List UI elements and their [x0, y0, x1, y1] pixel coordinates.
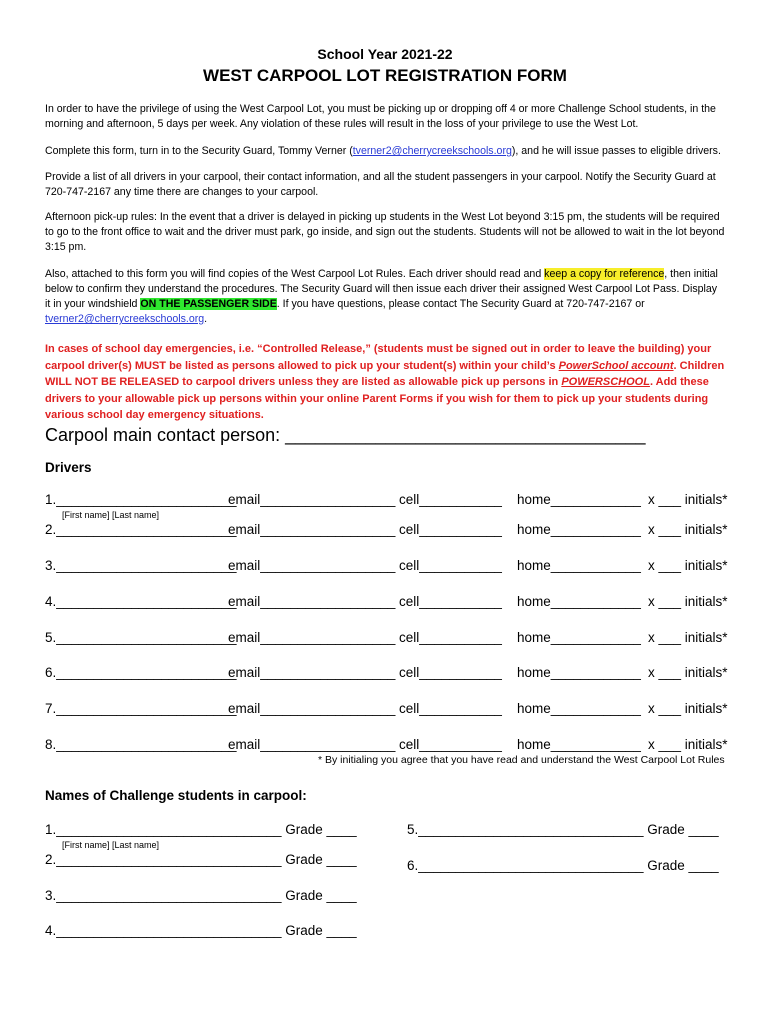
- intro-paragraph-4: Afternoon pick-up rules: In the event that a driver is delayed in picking up students in the West Lot beyond 3:15 pm, the students will be required to go to the front office to wait and the driver must park, go inside, and sign out the students. Students will not be allowed to wait in the lot beyond 3:15 pm.: [45, 211, 725, 253]
- warning-text-a: In cases of school day emergencies, i.e. “Controlled Release,” (students must be signed out in order to leave the building) your carpool driver(s) MUST be listed as persons allowed to pick up your student(s) within your child’s: [45, 343, 712, 372]
- intro-paragraph-3: Provide a list of all drivers in your carpool, their contact information, and all the student passengers in your carpool. Notify the Security Guard at 720-747-2167 any time there are changes to your carpool.: [45, 171, 716, 198]
- driver-home-field[interactable]: home____________: [517, 522, 641, 537]
- student-name-field[interactable]: 3.______________________________: [45, 888, 282, 903]
- driver-cell-field[interactable]: cell___________: [399, 665, 502, 680]
- student-row-6: [407, 858, 719, 873]
- student-row-1: [45, 822, 357, 837]
- student-row-3: [45, 888, 357, 903]
- student-row-5: [407, 822, 719, 837]
- student-name-field[interactable]: 5.______________________________: [407, 822, 644, 837]
- driver-email-field[interactable]: email__________________: [228, 558, 396, 573]
- student-grade-field[interactable]: Grade ____: [285, 923, 357, 938]
- driver-initials-field[interactable]: x ___ initials*: [648, 665, 728, 680]
- student-name-hint: [First name] [Last name]: [62, 840, 160, 850]
- student-grade-field[interactable]: Grade ____: [285, 888, 357, 903]
- security-email-link[interactable]: tverner2@cherrycreekschools.org: [352, 145, 512, 157]
- driver-name-field[interactable]: 7.________________________: [45, 701, 237, 716]
- student-name-field[interactable]: 6.______________________________: [407, 858, 644, 873]
- school-year: School Year 2021-22: [317, 46, 453, 62]
- student-name-field[interactable]: 2.______________________________: [45, 852, 282, 867]
- driver-email-field[interactable]: email__________________: [228, 630, 396, 645]
- passenger-side-highlight: ON THE PASSENGER SIDE: [140, 298, 277, 310]
- driver-home-field[interactable]: home____________: [517, 737, 641, 752]
- driver-name-field[interactable]: 2.________________________: [45, 522, 237, 537]
- driver-email-field[interactable]: email__________________: [228, 665, 396, 680]
- driver-name-field[interactable]: 6.________________________: [45, 665, 237, 680]
- driver-initials-field[interactable]: x ___ initials*: [648, 630, 728, 645]
- keep-copy-highlight: keep a copy for reference: [544, 268, 665, 280]
- emergency-warning: [45, 341, 725, 424]
- driver-email-field[interactable]: email__________________: [228, 492, 396, 507]
- powerschool-account-text: PowerSchool account: [558, 359, 674, 372]
- student-grade-field[interactable]: Grade ____: [285, 852, 357, 867]
- warning-text-b: . Children WILL NOT BE RELEASED to carpool drivers unless they are listed as allowable pick up persons in: [45, 359, 725, 388]
- driver-email-field[interactable]: email__________________: [228, 737, 396, 752]
- driver-initials-field[interactable]: x ___ initials*: [648, 558, 728, 573]
- student-grade-field[interactable]: Grade ____: [647, 858, 719, 873]
- security-email-link-2[interactable]: tverner2@cherrycreekschools.org: [45, 313, 205, 325]
- driver-home-field[interactable]: home____________: [517, 594, 641, 609]
- driver-home-field[interactable]: home____________: [517, 492, 641, 507]
- form-title: WEST CARPOOL LOT REGISTRATION FORM: [203, 66, 567, 85]
- driver-name-field[interactable]: 8.________________________: [45, 737, 237, 752]
- driver-home-field[interactable]: home____________: [517, 665, 641, 680]
- p5-text-c: . If you have questions, please contact The Security Guard at 720-747-2167 or: [276, 298, 645, 310]
- p2-text-after: ), and he will issue passes to eligible drivers.: [511, 145, 721, 157]
- students-heading: Names of Challenge students in carpool:: [45, 788, 307, 803]
- driver-initials-field[interactable]: x ___ initials*: [648, 701, 728, 716]
- p2-text-before: Complete this form, turn in to the Security Guard, Tommy Verner (: [45, 145, 353, 157]
- driver-initials-field[interactable]: x ___ initials*: [648, 522, 728, 537]
- student-row-4: [45, 923, 357, 938]
- driver-initials-field[interactable]: x ___ initials*: [648, 737, 728, 752]
- driver-cell-field[interactable]: cell___________: [399, 492, 502, 507]
- driver-cell-field[interactable]: cell___________: [399, 630, 502, 645]
- driver-email-field[interactable]: email__________________: [228, 594, 396, 609]
- driver-cell-field[interactable]: cell___________: [399, 522, 502, 537]
- p5-text-end: .: [204, 313, 208, 325]
- driver-email-field[interactable]: email__________________: [228, 522, 396, 537]
- intro-paragraph-1: In order to have the privilege of using the West Carpool Lot, you must be picking up or dropping off 4 or more Challenge School students, in the morning and afternoon, 5 days per week. Any violation of these rules will result in the loss of your privilege to use the West Lot.: [45, 103, 716, 130]
- student-grade-field[interactable]: Grade ____: [285, 822, 357, 837]
- driver-initials-field[interactable]: x ___ initials*: [648, 492, 728, 507]
- p5-text-a: Also, attached to this form you will find copies of the West Carpool Lot Rules. Each driver should read and: [45, 268, 545, 280]
- driver-home-field[interactable]: home____________: [517, 701, 641, 716]
- main-contact-field[interactable]: Carpool main contact person: ____________________________________: [45, 425, 646, 445]
- student-row-2: [45, 852, 357, 867]
- driver-home-field[interactable]: home____________: [517, 558, 641, 573]
- intro-paragraph-5: [45, 267, 725, 327]
- driver-cell-field[interactable]: cell___________: [399, 701, 502, 716]
- warning-text-c: . Add these drivers to your allowable pick up persons within your online Parent Forms if you wish for them to pick up your students during various school day emergency situations.: [45, 376, 709, 421]
- drivers-heading: Drivers: [45, 460, 92, 475]
- driver-cell-field[interactable]: cell___________: [399, 594, 502, 609]
- student-name-field[interactable]: 4.______________________________: [45, 923, 282, 938]
- driver-name-hint: [First name] [Last name]: [62, 510, 160, 520]
- student-grade-field[interactable]: Grade ____: [647, 822, 719, 837]
- driver-name-field[interactable]: 4.________________________: [45, 594, 237, 609]
- driver-cell-field[interactable]: cell___________: [399, 558, 502, 573]
- driver-email-field[interactable]: email__________________: [228, 701, 396, 716]
- student-name-field[interactable]: 1.______________________________: [45, 822, 282, 837]
- powerschool-text: POWERSCHOOL: [561, 376, 650, 388]
- intro-paragraph-2: [45, 144, 725, 159]
- driver-name-field[interactable]: 3.________________________: [45, 558, 237, 573]
- driver-name-field[interactable]: 1.________________________: [45, 492, 237, 507]
- driver-home-field[interactable]: home____________: [517, 630, 641, 645]
- p5-text-b: , then initial below to confirm they understand the procedures. The Security Guard will then issue each driver their assigned West Carpool Lot Pass. Display it in your windshield: [45, 268, 718, 310]
- driver-initials-field[interactable]: x ___ initials*: [648, 594, 728, 609]
- driver-name-field[interactable]: 5.________________________: [45, 630, 237, 645]
- initials-footnote: * By initialing you agree that you have read and understand the West Carpool Lot Rules: [318, 754, 725, 766]
- driver-cell-field[interactable]: cell___________: [399, 737, 502, 752]
